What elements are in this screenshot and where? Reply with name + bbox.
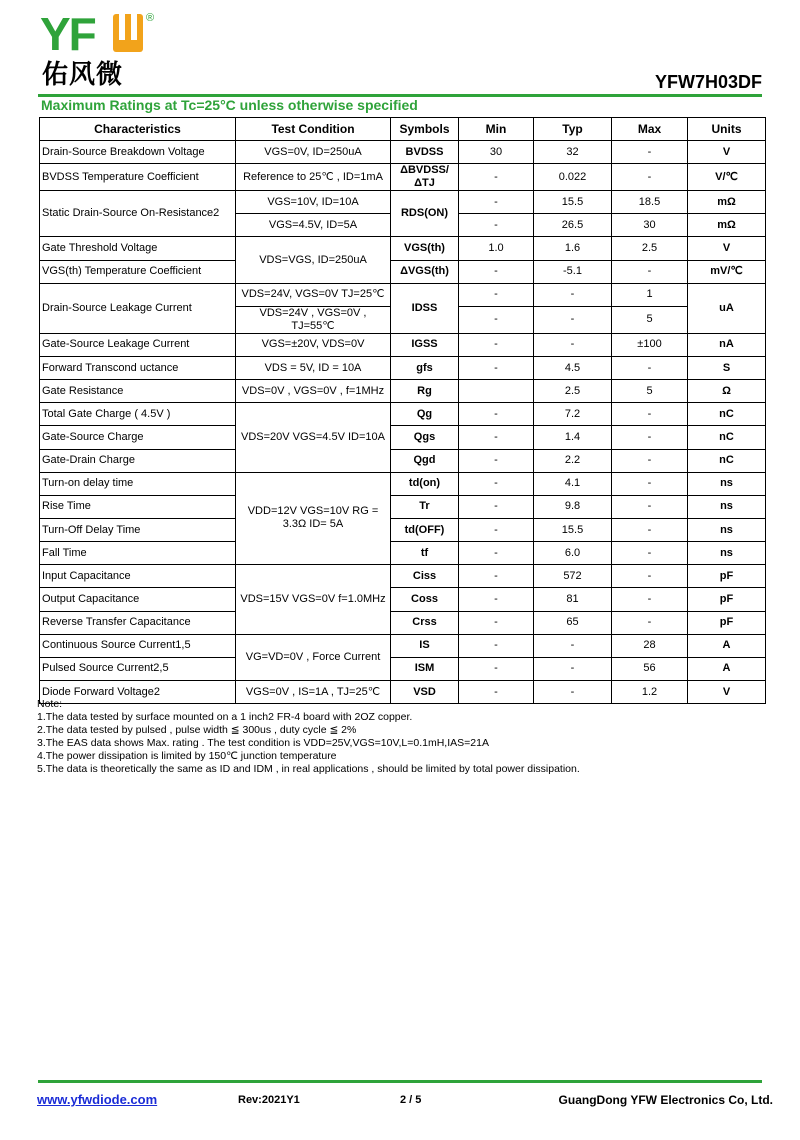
logo-chinese-name: 佑风微 [42, 60, 124, 90]
min-cell: - [459, 542, 534, 565]
company-name: GuangDong YFW Electronics Co, Ltd. [558, 1093, 773, 1107]
typ-cell: 4.5 [534, 356, 612, 379]
column-header: Max [612, 118, 688, 141]
char-cell: Total Gate Charge ( 4.5V ) [40, 403, 236, 426]
typ-cell: 15.5 [534, 191, 612, 214]
typ-cell: 6.0 [534, 542, 612, 565]
max-cell: - [612, 403, 688, 426]
min-cell: - [459, 260, 534, 283]
sym-cell: RDS(ON) [391, 191, 459, 237]
cond-cell: VDS=0V , VGS=0V , f=1MHz [236, 380, 391, 403]
table-header-row [40, 118, 766, 141]
unit-cell: nC [688, 449, 766, 472]
char-cell: Input Capacitance [40, 565, 236, 588]
min-cell: - [459, 472, 534, 495]
table-row [40, 518, 766, 541]
char-cell: BVDSS Temperature Coefficient [40, 164, 236, 191]
unit-cell: ns [688, 542, 766, 565]
sym-cell: td(OFF) [391, 518, 459, 541]
min-cell [459, 380, 534, 403]
unit-cell: mV/℃ [688, 260, 766, 283]
typ-cell: 1.4 [534, 426, 612, 449]
min-cell: 30 [459, 141, 534, 164]
table-row [40, 657, 766, 680]
typ-cell: 572 [534, 565, 612, 588]
column-header: Test Condition [236, 118, 391, 141]
cond-cell: VG=VD=0V , Force Current [236, 634, 391, 680]
unit-cell: ns [688, 495, 766, 518]
max-cell: 5 [612, 306, 688, 333]
typ-cell: - [534, 283, 612, 306]
typ-cell: 26.5 [534, 214, 612, 237]
part-number: YFW7H03DF [654, 72, 762, 92]
unit-cell: A [688, 634, 766, 657]
typ-cell: - [534, 333, 612, 356]
table-row [40, 611, 766, 634]
min-cell: - [459, 518, 534, 541]
max-cell: - [612, 426, 688, 449]
table-row [40, 634, 766, 657]
typ-cell: 2.5 [534, 380, 612, 403]
table-row [40, 191, 766, 214]
cond-cell: VGS=±20V, VDS=0V [236, 333, 391, 356]
min-cell: - [459, 356, 534, 379]
sym-cell: Ciss [391, 565, 459, 588]
sym-cell: Qgd [391, 449, 459, 472]
typ-cell: 0.022 [534, 164, 612, 191]
char-cell: Drain-Source Breakdown Voltage [40, 141, 236, 164]
min-cell: - [459, 214, 534, 237]
registered-mark: ® [146, 12, 155, 24]
sym-cell: ISM [391, 657, 459, 680]
typ-cell: 2.2 [534, 449, 612, 472]
electrical-characteristics-table [39, 117, 766, 704]
max-cell: - [612, 472, 688, 495]
sym-cell: BVDSS [391, 141, 459, 164]
section-title: Maximum Ratings at Tc=25°C unless otherwise specified [41, 97, 418, 113]
min-cell: - [459, 611, 534, 634]
unit-cell: S [688, 356, 766, 379]
cond-cell: VGS=4.5V, ID=5A [236, 214, 391, 237]
typ-cell: -5.1 [534, 260, 612, 283]
unit-cell: ns [688, 472, 766, 495]
table-row [40, 472, 766, 495]
max-cell: ±100 [612, 333, 688, 356]
typ-cell: 1.6 [534, 237, 612, 260]
min-cell: - [459, 588, 534, 611]
unit-cell: nA [688, 333, 766, 356]
unit-cell: mΩ [688, 214, 766, 237]
table-row [40, 356, 766, 379]
cond-cell: VDS=20V VGS=4.5V ID=10A [236, 403, 391, 472]
max-cell: 2.5 [612, 237, 688, 260]
char-cell: Gate-Drain Charge [40, 449, 236, 472]
unit-cell: nC [688, 403, 766, 426]
sym-cell: Crss [391, 611, 459, 634]
cond-cell: VDS=15V VGS=0V f=1.0MHz [236, 565, 391, 634]
website-link[interactable]: www.yfwdiode.com [37, 1092, 158, 1107]
unit-cell: V [688, 680, 766, 703]
note-line: 1.The data tested by surface mounted on a 1 inch2 FR-4 board with 2OZ copper. [37, 711, 413, 723]
table-row [40, 380, 766, 403]
max-cell: - [612, 449, 688, 472]
typ-cell: 81 [534, 588, 612, 611]
char-cell: Gate Resistance [40, 380, 236, 403]
table-row [40, 164, 766, 191]
note-line: 3.The EAS data shows Max. rating . The test condition is VDD=25V,VGS=10V,L=0.1mH,IAS=21A [37, 737, 489, 749]
table-row [40, 588, 766, 611]
min-cell: - [459, 495, 534, 518]
logo-text: YF [40, 8, 95, 60]
min-cell: - [459, 449, 534, 472]
cond-cell: Reference to 25℃ , ID=1mA [236, 164, 391, 191]
unit-cell: pF [688, 565, 766, 588]
max-cell: - [612, 565, 688, 588]
unit-cell: V/℃ [688, 164, 766, 191]
max-cell: - [612, 495, 688, 518]
typ-cell: - [534, 680, 612, 703]
note-line: 2.The data tested by pulsed , pulse width ≦ 300us , duty cycle ≦ 2% [37, 724, 357, 736]
char-cell: Gate Threshold Voltage [40, 237, 236, 260]
table-row [40, 565, 766, 588]
table-row [40, 260, 766, 283]
char-cell: Gate-Source Charge [40, 426, 236, 449]
max-cell: 5 [612, 380, 688, 403]
max-cell: 30 [612, 214, 688, 237]
char-cell: Pulsed Source Current2,5 [40, 657, 236, 680]
char-cell: Gate-Source Leakage Current [40, 333, 236, 356]
min-cell: - [459, 191, 534, 214]
column-header: Units [688, 118, 766, 141]
min-cell: - [459, 306, 534, 333]
logo-w-mark [113, 14, 143, 52]
unit-cell: A [688, 657, 766, 680]
typ-cell: 7.2 [534, 403, 612, 426]
max-cell: - [612, 356, 688, 379]
sym-cell: td(on) [391, 472, 459, 495]
sym-cell: IDSS [391, 283, 459, 333]
unit-cell: uA [688, 283, 766, 333]
sym-cell: Tr [391, 495, 459, 518]
notes-block [37, 698, 580, 776]
unit-cell: pF [688, 588, 766, 611]
max-cell: - [612, 141, 688, 164]
cond-cell: VDS = 5V, ID = 10A [236, 356, 391, 379]
table-row [40, 542, 766, 565]
unit-cell: V [688, 237, 766, 260]
sym-cell: Qg [391, 403, 459, 426]
max-cell: - [612, 542, 688, 565]
min-cell: - [459, 565, 534, 588]
table-row [40, 333, 766, 356]
unit-cell: ns [688, 518, 766, 541]
unit-cell: V [688, 141, 766, 164]
char-cell: VGS(th) Temperature Coefficient [40, 260, 236, 283]
sym-cell: tf [391, 542, 459, 565]
company-logo [38, 8, 158, 92]
sym-cell: ΔBVDSS/ΔTJ [391, 164, 459, 191]
char-cell: Reverse Transfer Capacitance [40, 611, 236, 634]
max-cell: 28 [612, 634, 688, 657]
min-cell: - [459, 333, 534, 356]
char-cell: Output Capacitance [40, 588, 236, 611]
table-row [40, 237, 766, 260]
max-cell: 18.5 [612, 191, 688, 214]
unit-cell: Ω [688, 380, 766, 403]
max-cell: - [612, 518, 688, 541]
cond-cell: VGS=0V, ID=250uA [236, 141, 391, 164]
cond-cell: VDS=24V , VGS=0V , TJ=55℃ [236, 306, 391, 333]
max-cell: - [612, 260, 688, 283]
cond-cell: VGS=10V, ID=10A [236, 191, 391, 214]
min-cell: - [459, 657, 534, 680]
sym-cell: ΔVGS(th) [391, 260, 459, 283]
max-cell: 1 [612, 283, 688, 306]
column-header: Min [459, 118, 534, 141]
sym-cell: Rg [391, 380, 459, 403]
min-cell: 1.0 [459, 237, 534, 260]
note-line: 5.The data is theoretically the same as ID and IDM , in real applications , should be limited by total power dissipation. [37, 763, 580, 775]
cond-cell: VDS=24V, VGS=0V TJ=25℃ [236, 283, 391, 306]
table-row [40, 283, 766, 306]
typ-cell: 9.8 [534, 495, 612, 518]
min-cell: - [459, 634, 534, 657]
table-row [40, 426, 766, 449]
sym-cell: Coss [391, 588, 459, 611]
max-cell: - [612, 588, 688, 611]
column-header: Symbols [391, 118, 459, 141]
typ-cell: 15.5 [534, 518, 612, 541]
table-row [40, 449, 766, 472]
sym-cell: IGSS [391, 333, 459, 356]
unit-cell: nC [688, 426, 766, 449]
table-row [40, 495, 766, 518]
min-cell: - [459, 164, 534, 191]
char-cell: Fall Time [40, 542, 236, 565]
min-cell: - [459, 426, 534, 449]
revision-label: Rev:2021Y1 [238, 1094, 300, 1106]
sym-cell: VGS(th) [391, 237, 459, 260]
table-row [40, 141, 766, 164]
max-cell: - [612, 611, 688, 634]
char-cell: Static Drain-Source On-Resistance2 [40, 191, 236, 237]
typ-cell: 4.1 [534, 472, 612, 495]
unit-cell: mΩ [688, 191, 766, 214]
char-cell: Turn-on delay time [40, 472, 236, 495]
cond-cell: VDD=12V VGS=10V RG = 3.3Ω ID= 5A [236, 472, 391, 565]
sym-cell: IS [391, 634, 459, 657]
unit-cell: pF [688, 611, 766, 634]
min-cell: - [459, 680, 534, 703]
typ-cell: 65 [534, 611, 612, 634]
typ-cell: 32 [534, 141, 612, 164]
page-number: 2 / 5 [400, 1094, 422, 1106]
max-cell: 1.2 [612, 680, 688, 703]
column-header: Typ [534, 118, 612, 141]
sym-cell: gfs [391, 356, 459, 379]
char-cell: Continuous Source Current1,5 [40, 634, 236, 657]
char-cell: Diode Forward Voltage2 [40, 680, 236, 703]
note-line: Note: [37, 698, 63, 710]
char-cell: Rise Time [40, 495, 236, 518]
max-cell: - [612, 164, 688, 191]
sym-cell: Qgs [391, 426, 459, 449]
typ-cell: - [534, 306, 612, 333]
cond-cell: VGS=0V , IS=1A , TJ=25℃ [236, 680, 391, 703]
footer-divider [38, 1080, 762, 1083]
char-cell: Turn-Off Delay Time [40, 518, 236, 541]
char-cell: Forward Transcond uctance [40, 356, 236, 379]
typ-cell: - [534, 634, 612, 657]
typ-cell: - [534, 657, 612, 680]
min-cell: - [459, 403, 534, 426]
char-cell: Drain-Source Leakage Current [40, 283, 236, 333]
max-cell: 56 [612, 657, 688, 680]
table-row [40, 403, 766, 426]
min-cell: - [459, 283, 534, 306]
note-line: 4.The power dissipation is limited by 150℃ junction temperature [37, 750, 337, 762]
column-header: Characteristics [40, 118, 236, 141]
cond-cell: VDS=VGS, ID=250uA [236, 237, 391, 283]
sym-cell: VSD [391, 680, 459, 703]
